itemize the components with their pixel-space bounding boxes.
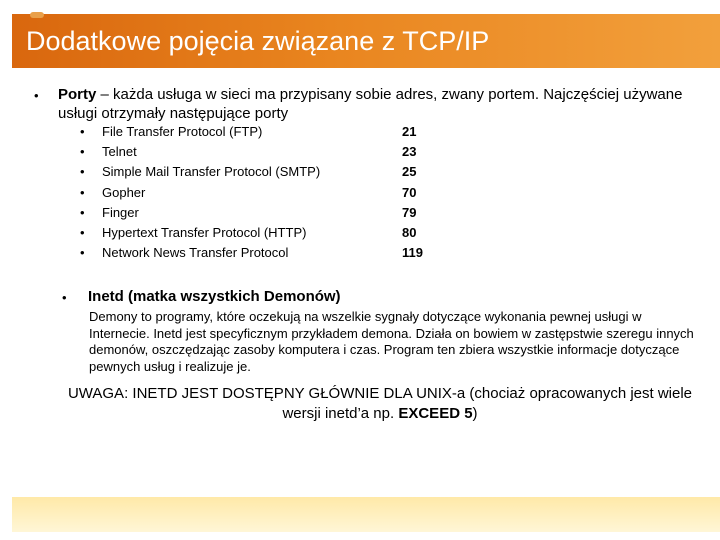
bullet-inetd: •: [62, 290, 67, 305]
inetd-description: Demony to programy, które oczekują na wszelkie sygnały dotyczące wykonania pewnej usługi w Internecie. Inetd jest specyficznym przykładem demona. Działa on bowiem w zastępstwie szeregu innych demonów, oszczędzając zasoby komputera i czas. Program ten zbiera wszystkie informacje dotyczące pewnych usług i realizuje je.: [89, 309, 694, 374]
port-list: [74, 122, 454, 263]
port-bullet: •: [80, 224, 85, 240]
port-bullet: •: [80, 204, 85, 220]
port-bullet: •: [80, 124, 85, 139]
decorative-tick: [30, 12, 44, 18]
port-service-name: Finger: [102, 204, 139, 220]
unix-note: [60, 384, 700, 424]
port-row: [74, 122, 454, 142]
port-bullet: •: [80, 144, 85, 160]
ports-term: Porty: [58, 86, 97, 103]
port-number: 119: [402, 245, 423, 261]
port-row: [74, 162, 454, 182]
port-bullet: •: [80, 184, 85, 200]
bullet-ports: •: [34, 88, 39, 103]
port-row: [74, 142, 454, 162]
port-row: [74, 203, 454, 223]
inetd-heading: Inetd (matka wszystkich Demonów): [88, 288, 341, 305]
port-row: [74, 223, 454, 243]
port-number: 79: [402, 204, 417, 220]
note-close: ): [472, 405, 478, 422]
port-row: [74, 183, 454, 203]
note-text: (chociaż opracowanych jest wiele wersji inetd’a np.: [282, 385, 693, 422]
port-number: 23: [402, 144, 417, 160]
port-number: 70: [402, 184, 417, 200]
footer-band: [12, 497, 720, 532]
port-service-name: Telnet: [102, 144, 137, 160]
note-exceed: EXCEED 5: [398, 405, 473, 422]
note-warning: UWAGA: INETD JEST DOSTĘPNY GŁÓWNIE DLA UNIX-a: [67, 385, 466, 402]
port-bullet: •: [80, 164, 85, 180]
port-service-name: Network News Transfer Protocol: [102, 245, 289, 261]
port-number: 25: [402, 164, 417, 180]
title-bar: [12, 14, 720, 68]
port-service-name: Hypertext Transfer Protocol (HTTP): [102, 224, 307, 240]
port-number: 21: [402, 124, 417, 139]
page-title: Dodatkowe pojęcia związane z TCP/IP: [26, 26, 490, 56]
port-service-name: File Transfer Protocol (FTP): [102, 124, 263, 139]
port-service-name: Gopher: [102, 184, 146, 200]
port-number: 80: [402, 224, 417, 240]
port-row: [74, 243, 454, 263]
ports-intro: [58, 85, 698, 123]
ports-intro-text: – każda usługa w sieci ma przypisany sobie adres, zwany portem. Najczęściej używane usługi otrzymały następujące porty: [58, 86, 683, 122]
port-bullet: •: [80, 245, 85, 261]
port-service-name: Simple Mail Transfer Protocol (SMTP): [102, 164, 321, 180]
